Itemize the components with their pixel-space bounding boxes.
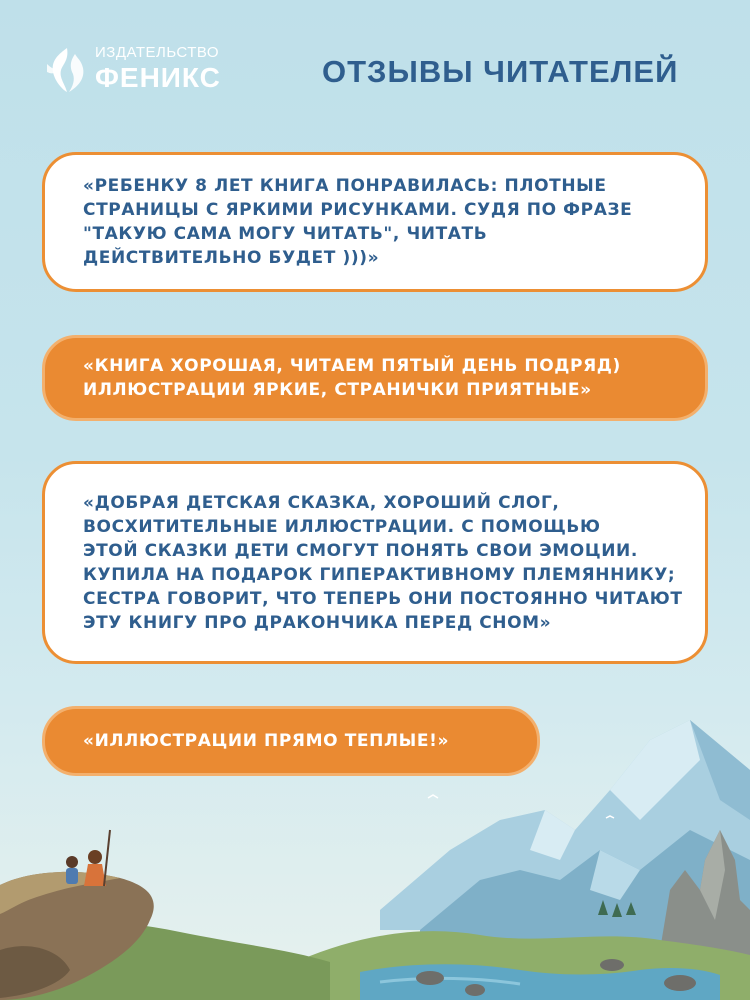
- page-title: ОТЗЫВЫ ЧИТАТЕЛЕЙ: [322, 54, 679, 89]
- review-card: [42, 335, 708, 421]
- review-card: [42, 152, 708, 292]
- publisher-logo: [45, 42, 245, 102]
- review-text: «КНИГА ХОРОШАЯ, ЧИТАЕМ ПЯТЫЙ ДЕНЬ ПОДРЯД) ИЛЛЮСТРАЦИИ ЯРКИЕ, СТРАНИЧКИ ПРИЯТНЫЕ»: [83, 356, 621, 400]
- review-text: «РЕБЕНКУ 8 ЛЕТ КНИГА ПОНРАВИЛАСЬ: ПЛОТНЫЕ СТРАНИЦЫ С ЯРКИМИ РИСУНКАМИ. СУДЯ ПО ФРАЗЕ "ТАКУЮ САМА МОГУ ЧИТАТЬ", ЧИТАТЬ ДЕЙСТВИТЕЛЬНО БУДЕТ )))»: [83, 176, 633, 268]
- phoenix-icon: [45, 46, 89, 94]
- landscape-illustration: [0, 700, 750, 1000]
- logo-top-text: ИЗДАТЕЛЬСТВО: [95, 44, 220, 61]
- review-card: [42, 461, 708, 664]
- review-text: «ИЛЛЮСТРАЦИИ ПРЯМО ТЕПЛЫЕ!»: [83, 731, 450, 751]
- children-figures: [66, 830, 110, 886]
- logo-main-text: ФЕНИКС: [95, 62, 221, 93]
- review-text: «ДОБРАЯ ДЕТСКАЯ СКАЗКА, ХОРОШИЙ СЛОГ, ВОСХИТИТЕЛЬНЫЕ ИЛЛЮСТРАЦИИ. С ПОМОЩЬЮ ЭТОЙ СКАЗКИ ДЕТИ СМОГУТ ПОНЯТЬ СВОИ ЭМОЦИИ. КУПИЛА НА ПОДАРОК ГИПЕРАКТИВНОМУ ПЛЕМЯННИКУ; СЕСТРА ГОВОРИТ, ЧТО ТЕПЕРЬ ОНИ ПОСТОЯННО ЧИТАЮТ ЭТУ КНИГУ ПРО ДРАКОНЧИКА ПЕРЕД СНОМ»: [83, 492, 683, 633]
